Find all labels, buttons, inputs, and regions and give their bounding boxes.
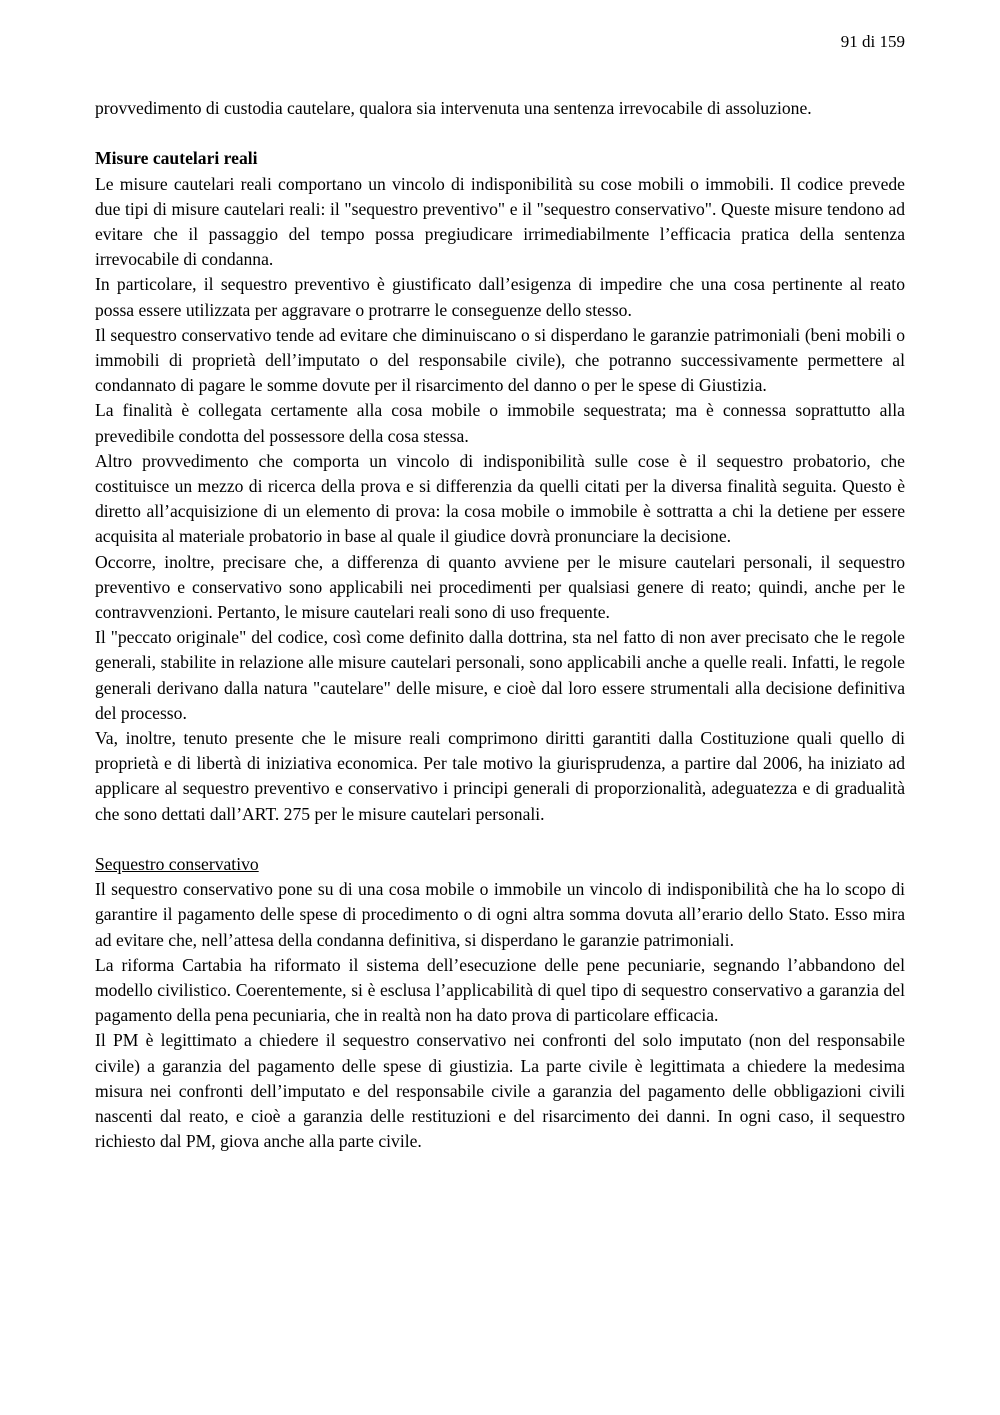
page-number: 91 di 159 (840, 32, 905, 51)
paragraph: Il PM è legittimato a chiedere il sequestro conservativo nei confronti del solo imputato (non del responsabile civile) a garanzia del pagamento delle spese di giustizia. La parte civile è legittimata a chiedere la medesima misura nei confronti dell’imputato e del responsabile civile a garanzia del pagamento delle obbligazioni civili nascenti dal reato, e cioè a garanzia delle restituzioni e del risarcimento dei danni. In ogni caso, il sequestro richiesto dal PM, giova anche alla parte civile. (95, 1030, 905, 1152)
paragraph: Il "peccato originale" del codice, così come definito dalla dottrina, sta nel fatto di non aver precisato che le regole generali, stabilite in relazione alle misure cautelari personali, sono applicabili anche a quelle reali. Infatti, le regole generali derivano dalla natura "cautelare" delle misure, e cioè dal loro essere strumentali alla decisione definitiva del processo. (95, 627, 905, 723)
paragraph: Le misure cautelari reali comportano un vincolo di indisponibilità su cose mobili o immobili. Il codice prevede due tipi di misure cautelari reali: il "sequestro preventivo" e il "sequestro conservativo". Queste misure tendono ad evitare che il passaggio del tempo possa pregiudicare irrimediabilmente l’efficacia pratica della sentenza irrevocabile di condanna. (95, 173, 905, 270)
section-heading-misure-cautelari-reali: Misure cautelari reali (95, 148, 258, 169)
section-spacer (95, 121, 905, 146)
document-body (95, 96, 905, 1155)
paragraph: Occorre, inoltre, precisare che, a differenza di quanto avviene per le misure cautelari personali, il sequestro preventivo e conservativo sono applicabili nei procedimenti per qualsiasi genere di reato; quindi, anche per le contravvenzioni. Pertanto, le misure cautelari reali sono di uso frequente. (95, 551, 905, 623)
paragraph: Il sequestro conservativo pone su di una cosa mobile o immobile un vincolo di indisponibilità che ha lo scopo di garantire il pagamento delle spese di procedimento o di ogni altra somma dovuta all’erario dello Stato. Esso mira ad evitare che, nell’attesa della condanna definitiva, si disperdano le garanzie patrimoniali. (95, 879, 905, 950)
paragraph: Va, inoltre, tenuto presente che le misure reali comprimono diritti garantiti dalla Costituzione quali quello di proprietà e di libertà di iniziativa economica. Per tale motivo la giurisprudenza, a partire dal 2006, ha iniziato ad applicare al sequestro preventivo e conservativo i principi generali di proporzionalità, adeguatezza e di gradualità che sono dettati dall’ART. 275 per le misure cautelari personali. (95, 728, 905, 824)
section-sequestro-conservativo (95, 852, 905, 1154)
section-spacer (95, 827, 905, 852)
paragraph: Altro provvedimento che comporta un vincolo di indisponibilità sulle cose è il sequestro probatorio, che costituisce un mezzo di ricerca della prova e si differenzia da quelli citati per la diversa finalità seguita. Questo è diretto all’acquisizione di un elemento di prova: la cosa mobile o immobile è sottratta a chi la detiene per essere acquisita al materiale probatorio in base al quale il giudice dovrà pronunciare la decisione. (95, 450, 905, 547)
section-misure-cautelari-reali (95, 146, 905, 826)
section-heading-sequestro-conservativo: Sequestro conservativo (95, 854, 259, 875)
paragraph: Il sequestro conservativo tende ad evitare che diminuiscano o si disperdano le garanzie patrimoniali (beni mobili o immobili di proprietà dell’imputato o del responsabile civile), che potranno successivamente permettere al condannato di pagare le somme dovute per il risarcimento del danno o per le spese di Giustizia. (95, 324, 905, 396)
paragraph: La finalità è collegata certamente alla cosa mobile o immobile sequestrata; ma è connessa soprattutto alla prevedibile condotta del possessore della cosa stessa. (95, 400, 905, 446)
paragraph: La riforma Cartabia ha riformato il sistema dell’esecuzione delle pene pecuniarie, segnando l’abbandono del modello civilistico. Coerentemente, si è esclusa l’applicabilità di quel tipo di sequestro conservativo a garanzia del pagamento della pena pecuniaria, che in realtà non ha dato prova di particolare efficacia. (95, 954, 905, 1026)
intro-paragraph: provvedimento di custodia cautelare, qualora sia intervenuta una sentenza irrevocabile di assoluzione. (95, 98, 812, 118)
paragraph: In particolare, il sequestro preventivo è giustificato dall’esigenza di impedire che una cosa pertinente al reato possa essere utilizzata per aggravare o protrarre le conseguenze dello stesso. (95, 274, 905, 320)
